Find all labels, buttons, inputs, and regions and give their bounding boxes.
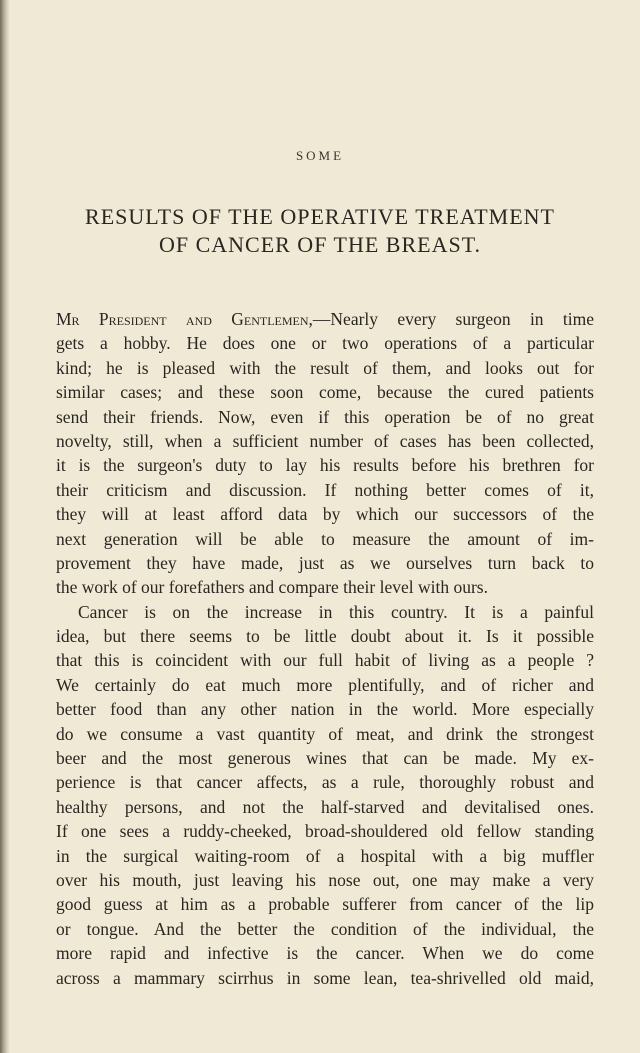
text-line: better food than any other nation in the world. More especially	[56, 699, 594, 720]
title-kicker: SOME	[295, 148, 345, 163]
text-line: similar cases; and these soon come, because the cured patients	[56, 382, 594, 403]
text-line: across a mammary scirrhus in some lean, tea-shrivelled old maid,	[56, 967, 594, 988]
text-line: kind; he is pleased with the result of them, and looks out for	[56, 357, 594, 378]
text-line: send their friends. Now, even if this operation be of no great	[56, 406, 594, 427]
title-line-1: RESULTS OF THE OPERATIVE TREATMENT	[85, 204, 555, 229]
salutation: Mr President and Gentlemen,	[56, 309, 313, 329]
text-line: next generation will be able to measure the amount of im-	[56, 528, 594, 549]
text-line: that this is coincident with our full habit of living as a people ?	[56, 650, 594, 671]
text-line: healthy persons, and not the half-starved and devitalised ones.	[56, 796, 594, 817]
text-line: good guess at him as a probable sufferer from cancer of the lip	[56, 894, 594, 915]
text-line: gets a hobby. He does one or two operations of a particular	[56, 333, 594, 354]
text-line: provement they have made, just as we ourselves turn back to	[56, 552, 594, 573]
text-line: or tongue. And the better the condition of the individual, the	[56, 918, 594, 939]
text-line: more rapid and infective is the cancer. When we do come	[56, 943, 594, 964]
text-line: beer and the most generous wines that can be made. My ex-	[56, 748, 594, 769]
text-line-content: —Nearly every surgeon in time	[312, 309, 594, 329]
text-line: novelty, still, when a sufficient number of cases has been collected,	[56, 430, 594, 451]
text-line: We certainly do eat much more plentifully, and of richer and	[56, 674, 594, 695]
text-line: do we consume a vast quantity of meat, and drink the strongest	[56, 723, 594, 744]
text-line: the work of our forefathers and compare their level with ours.	[56, 577, 488, 598]
text-line: Cancer is on the increase in this country. It is a painful	[78, 601, 594, 622]
text-line	[56, 307, 594, 331]
text-line: perience is that cancer affects, as a rule, thoroughly robust and	[56, 772, 594, 793]
text-line: over his mouth, just leaving his nose out, one may make a very	[56, 869, 594, 890]
text-line: it is the surgeon's duty to lay his results before his brethren for	[56, 455, 594, 476]
text-line: their criticism and discussion. If nothing better comes of it,	[56, 479, 594, 500]
text-line: they will at least afford data by which our successors of the	[56, 504, 594, 525]
article-body	[56, 307, 594, 990]
text-line: idea, but there seems to be little doubt about it. Is it possible	[56, 626, 594, 647]
text-line: in the surgical waiting-room of a hospital with a big muffler	[56, 845, 594, 866]
text-line: If one sees a ruddy-cheeked, broad-shouldered old fellow standing	[56, 821, 594, 842]
title-line-2: OF CANCER OF THE BREAST.	[158, 232, 482, 257]
